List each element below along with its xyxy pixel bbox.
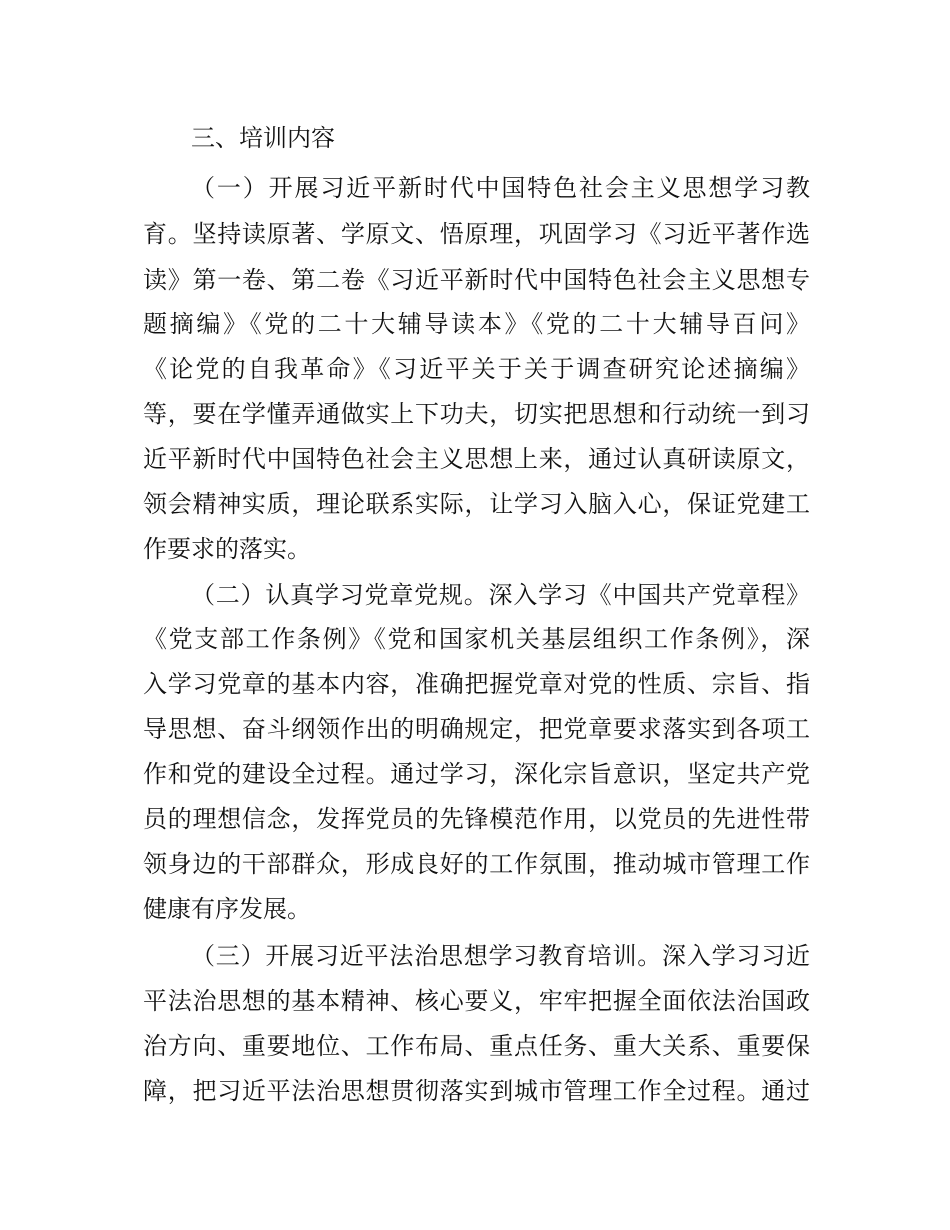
paragraph-2-line-4: 导思想、奋斗纲领作出的明确规定，把党章要求落实到各项工	[143, 715, 810, 743]
paragraph-2-line-3: 入学习党章的基本内容，准确把握党章对党的性质、宗旨、指	[143, 670, 810, 698]
paragraph-1-line-7: 近平新时代中国特色社会主义思想上来，通过认真研读原文，	[143, 445, 810, 473]
paragraph-2-line-1: （二）认真学习党章党规。深入学习《中国共产党章程》	[191, 581, 810, 609]
paragraph-2-line-2: 《党支部工作条例》《党和国家机关基层组织工作条例》，深	[143, 625, 810, 653]
paragraph-1-line-4: 题摘编》《党的二十大辅导读本》《党的二十大辅导百问》	[143, 310, 810, 338]
paragraph-3-line-1: （三）开展习近平法治思想学习教育培训。深入学习习近	[191, 942, 810, 970]
paragraph-2-line-5: 作和党的建设全过程。通过学习，深化宗旨意识，坚定共产党	[143, 760, 810, 788]
paragraph-2-line-8: 健康有序发展。	[143, 895, 311, 923]
paragraph-2-line-6: 员的理想信念，发挥党员的先锋模范作用，以党员的先进性带	[143, 805, 810, 833]
paragraph-1-line-6: 等，要在学懂弄通做实上下功夫，切实把思想和行动统一到习	[143, 400, 810, 428]
section-heading: 三、培训内容	[191, 124, 335, 152]
paragraph-3-line-3: 治方向、重要地位、工作布局、重点任务、重大关系、重要保	[143, 1032, 810, 1060]
paragraph-1-line-3: 读》第一卷、第二卷《习近平新时代中国特色社会主义思想专	[143, 266, 810, 294]
paragraph-1-line-5: 《论党的自我革命》《习近平关于关于调查研究论述摘编》	[143, 355, 810, 383]
paragraph-1-line-9: 作要求的落实。	[143, 535, 311, 563]
paragraph-3-line-4: 障，把习近平法治思想贯彻落实到城市管理工作全过程。通过	[143, 1077, 810, 1105]
paragraph-1-line-8: 领会精神实质，理论联系实际，让学习入脑入心，保证党建工	[143, 490, 810, 518]
paragraph-1-line-2: 育。坚持读原著、学原文、悟原理，巩固学习《习近平著作选	[143, 220, 810, 248]
paragraph-2-line-7: 领身边的干部群众，形成良好的工作氛围，推动城市管理工作	[143, 850, 810, 878]
paragraph-3-line-2: 平法治思想的基本精神、核心要义，牢牢把握全面依法治国政	[143, 987, 810, 1015]
paragraph-1-line-1: （一）开展习近平新时代中国特色社会主义思想学习教	[191, 174, 810, 202]
